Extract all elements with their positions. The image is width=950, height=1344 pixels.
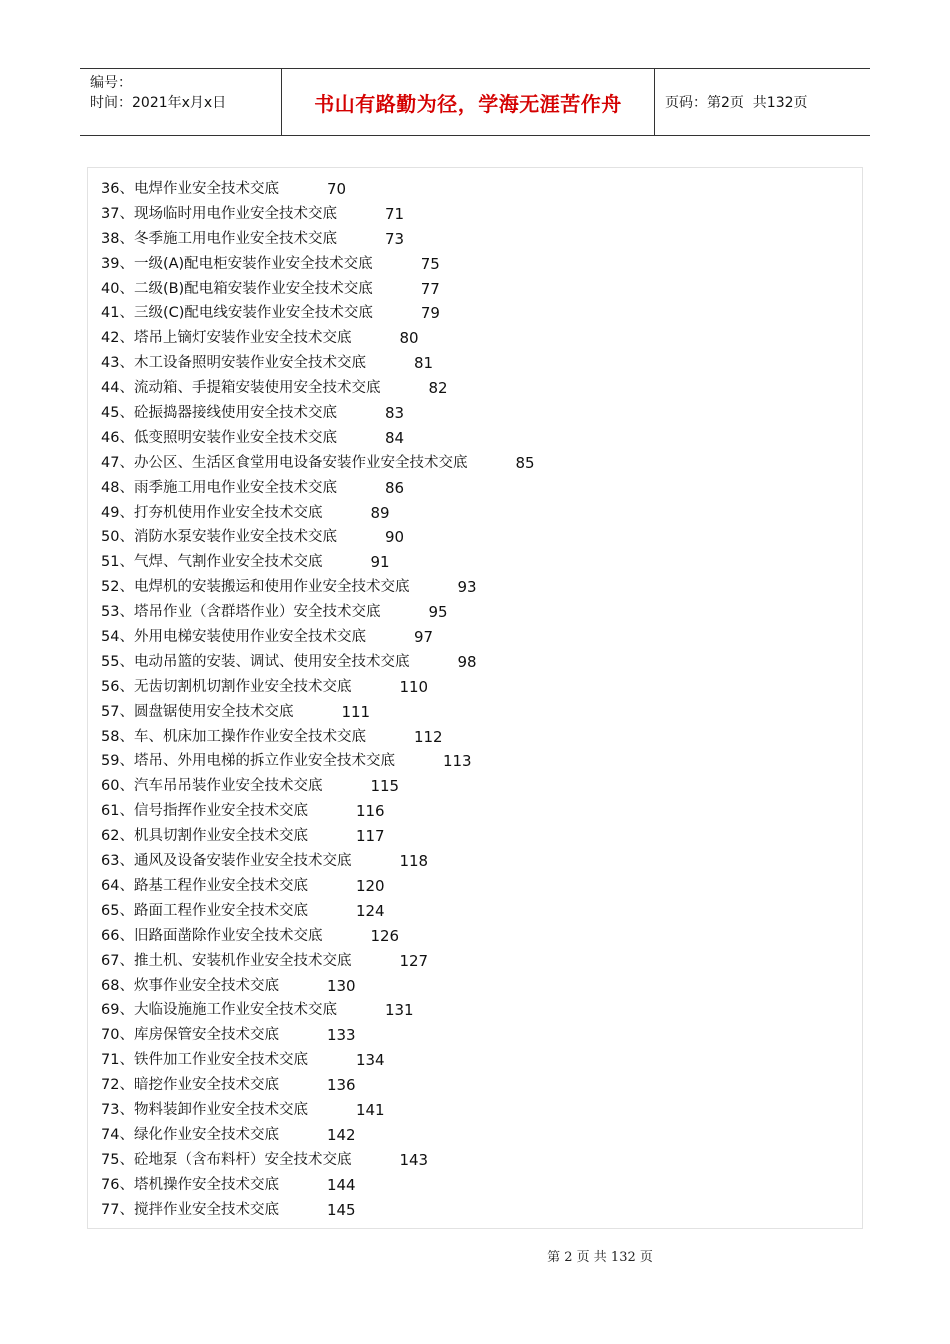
toc-entry-page: 111 xyxy=(341,702,371,721)
toc-entry-title: 38、冬季施工用电作业安全技术交底 xyxy=(101,230,337,247)
toc-entry-title: 69、大临设施施工作业安全技术交底 xyxy=(101,1002,337,1019)
toc-entry xyxy=(101,550,535,575)
header-page-info: 页码：第2页 共132页 xyxy=(665,95,808,111)
toc-entry-title: 41、三级(C)配电线安装作业安全技术交底 xyxy=(101,305,373,322)
toc-entry-title: 43、木工设备照明安装作业安全技术交底 xyxy=(101,355,366,372)
toc-entry-page: 126 xyxy=(370,926,400,945)
toc-entry-title: 58、车、机床加工操作作业安全技术交底 xyxy=(101,728,366,745)
toc-entry-page: 86 xyxy=(384,478,405,497)
toc-entry-page: 116 xyxy=(355,802,385,821)
toc-entry-page: 85 xyxy=(515,453,535,472)
toc-entry-page: 79 xyxy=(420,304,440,323)
toc-entry xyxy=(101,1198,535,1223)
toc-entry xyxy=(101,849,535,874)
toc-entry-title: 57、圆盘锯使用安全技术交底 xyxy=(101,703,294,720)
toc-entry-page: 110 xyxy=(399,677,429,696)
toc-entry-page: 91 xyxy=(370,553,390,572)
toc-entry xyxy=(101,874,535,899)
toc-entry-page: 124 xyxy=(355,901,385,920)
toc-entry-title: 55、电动吊篮的安装、调试、使用安全技术交底 xyxy=(101,653,410,670)
toc-entry xyxy=(101,426,535,451)
toc-entry-title: 37、现场临时用电作业安全技术交底 xyxy=(101,205,337,222)
toc-entry-title: 50、消防水泵安装作业安全技术交底 xyxy=(101,529,337,546)
page-header xyxy=(80,68,870,136)
toc-entry xyxy=(101,1123,535,1148)
toc-entry-title: 65、路面工程作业安全技术交底 xyxy=(101,902,308,919)
toc-entry-title: 64、路基工程作业安全技术交底 xyxy=(101,877,308,894)
toc-entry-title: 77、搅拌作业安全技术交底 xyxy=(101,1201,279,1218)
toc-entry xyxy=(101,799,535,824)
toc-entry-title: 49、打夯机使用作业安全技术交底 xyxy=(101,504,323,521)
number-label: 编号： xyxy=(90,75,132,91)
toc-entry xyxy=(101,525,535,550)
toc-entry-title: 46、低变照明安装作业安全技术交底 xyxy=(101,429,337,446)
toc-entry xyxy=(101,749,535,774)
toc-entry xyxy=(101,476,535,501)
toc-entry-title: 62、机具切割作业安全技术交底 xyxy=(101,828,308,845)
toc-entry-title: 74、绿化作业安全技术交底 xyxy=(101,1126,279,1143)
toc-entry-title: 47、办公区、生活区食堂用电设备安装作业安全技术交底 xyxy=(101,454,468,471)
toc-entry xyxy=(101,625,535,650)
toc-entry-page: 118 xyxy=(399,852,429,871)
toc-entry xyxy=(101,227,535,252)
toc-entry xyxy=(101,600,535,625)
toc-entry-title: 42、塔吊上镝灯安装作业安全技术交底 xyxy=(101,330,352,347)
toc-entry xyxy=(101,501,535,526)
toc-entry-page: 75 xyxy=(420,254,440,273)
toc-entry-page: 113 xyxy=(442,752,472,771)
toc-entry-title: 39、一级(A)配电柜安装作业安全技术交底 xyxy=(101,255,373,272)
toc-entry xyxy=(101,326,535,351)
toc-entry xyxy=(101,700,535,725)
toc-entry-page: 77 xyxy=(420,279,440,298)
toc-entry xyxy=(101,824,535,849)
toc-entry xyxy=(101,924,535,949)
toc-entry-page: 82 xyxy=(428,379,448,398)
toc-entry-title: 51、气焊、气割作业安全技术交底 xyxy=(101,554,323,571)
table-of-contents xyxy=(101,177,535,1222)
toc-entry-title: 48、雨季施工用电作业安全技术交底 xyxy=(101,479,337,496)
toc-entry xyxy=(101,725,535,750)
toc-entry-title: 54、外用电梯安装使用作业安全技术交底 xyxy=(101,629,366,646)
toc-entry xyxy=(101,202,535,227)
toc-entry-title: 59、塔吊、外用电梯的拆立作业安全技术交底 xyxy=(101,753,395,770)
toc-entry xyxy=(101,252,535,277)
toc-entry xyxy=(101,575,535,600)
toc-entry-title: 68、炊事作业安全技术交底 xyxy=(101,977,279,994)
toc-entry-page: 81 xyxy=(413,354,434,373)
toc-entry xyxy=(101,899,535,924)
toc-entry xyxy=(101,1023,535,1048)
toc-entry-title: 76、塔机操作安全技术交底 xyxy=(101,1176,279,1193)
toc-entry xyxy=(101,675,535,700)
toc-entry-title: 71、铁件加工作业安全技术交底 xyxy=(101,1052,308,1069)
toc-entry-page: 84 xyxy=(384,428,405,447)
toc-entry-title: 72、暗挖作业安全技术交底 xyxy=(101,1077,279,1094)
toc-entry-page: 90 xyxy=(384,528,405,547)
toc-entry-title: 61、信号指挥作业安全技术交底 xyxy=(101,803,308,820)
toc-entry xyxy=(101,1073,535,1098)
toc-entry xyxy=(101,949,535,974)
header-meta xyxy=(80,69,282,135)
toc-entry xyxy=(101,401,535,426)
toc-entry-title: 52、电焊机的安装搬运和使用作业安全技术交底 xyxy=(101,579,410,596)
toc-entry-page: 97 xyxy=(413,628,434,647)
toc-entry xyxy=(101,277,535,302)
toc-entry xyxy=(101,1148,535,1173)
toc-entry-page: 142 xyxy=(326,1125,356,1144)
toc-entry xyxy=(101,1173,535,1198)
toc-entry-page: 127 xyxy=(399,951,429,970)
toc-entry-title: 63、通风及设备安装作业安全技术交底 xyxy=(101,853,352,870)
toc-entry-page: 131 xyxy=(384,1001,414,1020)
toc-entry xyxy=(101,351,535,376)
toc-entry-page: 73 xyxy=(384,229,405,248)
toc-entry-page: 89 xyxy=(370,503,390,522)
toc-entry-title: 40、二级(B)配电箱安装作业安全技术交底 xyxy=(101,280,373,297)
toc-entry xyxy=(101,774,535,799)
toc-entry-page: 141 xyxy=(355,1100,385,1119)
toc-entry-title: 45、砼振捣器接线使用安全技术交底 xyxy=(101,405,337,422)
toc-entry-page: 134 xyxy=(355,1051,385,1070)
toc-entry-title: 53、塔吊作业（含群塔作业）安全技术交底 xyxy=(101,604,381,621)
toc-entry xyxy=(101,376,535,401)
toc-entry-page: 71 xyxy=(384,204,405,223)
toc-entry-title: 56、无齿切割机切割作业安全技术交底 xyxy=(101,678,352,695)
toc-entry-page: 80 xyxy=(399,329,419,348)
toc-entry-page: 95 xyxy=(428,603,448,622)
page-footer: 第 2 页 共 132 页 xyxy=(547,1250,653,1265)
toc-entry-page: 70 xyxy=(326,180,347,198)
toc-entry xyxy=(101,451,535,476)
toc-entry xyxy=(101,301,535,326)
toc-entry-title: 75、砼地泵（含布料杆）安全技术交底 xyxy=(101,1151,352,1168)
toc-entry xyxy=(101,998,535,1023)
date-label: 时间：2021年x月x日 xyxy=(90,95,227,111)
toc-entry-page: 145 xyxy=(326,1200,356,1219)
toc-entry-title: 73、物料装卸作业安全技术交底 xyxy=(101,1101,308,1118)
toc-entry xyxy=(101,1098,535,1123)
header-motto: 书山有路勤为径，学海无涯苦作舟 xyxy=(282,69,655,135)
toc-entry-page: 83 xyxy=(384,404,405,423)
toc-entry-title: 60、汽车吊吊装作业安全技术交底 xyxy=(101,778,323,795)
toc-entry-title: 70、库房保管安全技术交底 xyxy=(101,1027,279,1044)
toc-entry-title: 44、流动箱、手提箱安装使用安全技术交底 xyxy=(101,380,381,397)
toc-entry-page: 133 xyxy=(326,1026,356,1045)
toc-entry xyxy=(101,650,535,675)
toc-entry-page: 144 xyxy=(326,1175,356,1194)
toc-entry-page: 120 xyxy=(355,876,385,895)
toc-entry-title: 66、旧路面凿除作业安全技术交底 xyxy=(101,927,323,944)
toc-entry-page: 143 xyxy=(399,1150,429,1169)
toc-entry-page: 93 xyxy=(457,578,477,597)
toc-entry-page: 98 xyxy=(457,652,477,671)
toc-entry-page: 115 xyxy=(370,777,400,796)
toc-entry-page: 117 xyxy=(355,827,385,846)
toc-entry-title: 36、电焊作业安全技术交底 xyxy=(101,181,279,197)
toc-entry-page: 136 xyxy=(326,1076,356,1095)
toc-entry-page: 112 xyxy=(413,727,443,746)
toc-entry-page: 130 xyxy=(326,976,356,995)
toc-entry xyxy=(101,974,535,999)
toc-entry xyxy=(101,1048,535,1073)
toc-entry xyxy=(101,177,535,202)
toc-entry-title: 67、推土机、安装机作业安全技术交底 xyxy=(101,952,352,969)
